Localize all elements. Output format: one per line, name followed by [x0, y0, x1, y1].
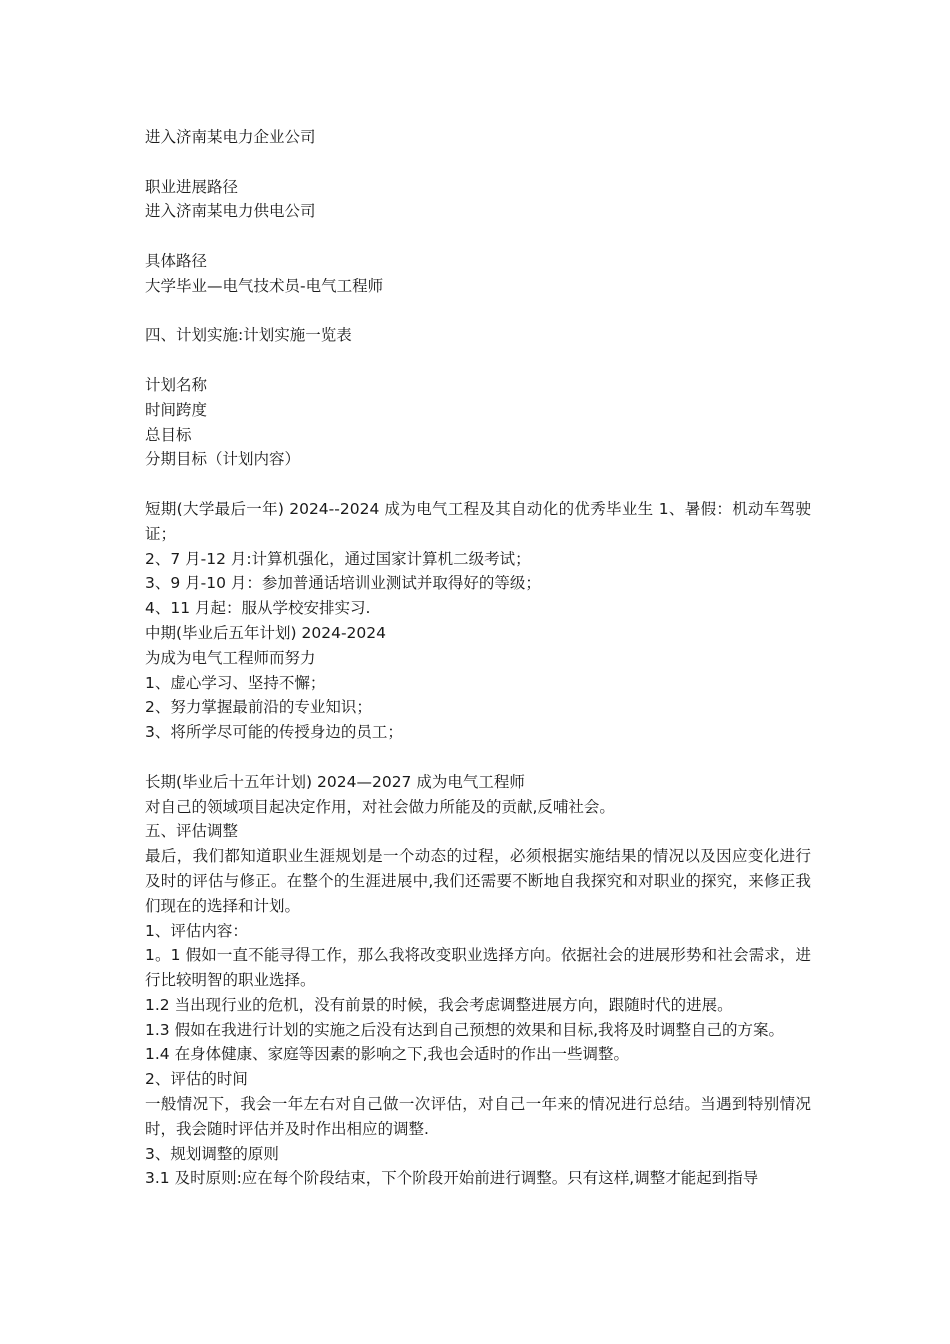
blank-line	[145, 224, 811, 249]
paragraph: 1.3 假如在我进行计划的实施之后没有达到自己预想的效果和目标,我将及时调整自己的方案。	[145, 1020, 785, 1039]
mid-term-plan: 中期(毕业后五年计划) 2024-2024	[145, 623, 387, 642]
list-item: 3、将所学尽可能的传授身边的员工；	[145, 723, 403, 742]
list-item: 3、9 月-10 月：参加普通话培训业测试并取得好的等级；	[145, 574, 541, 593]
table-header-cell: 总目标	[145, 425, 192, 444]
blank-line	[145, 348, 811, 373]
blank-line	[145, 745, 811, 770]
blank-line	[145, 150, 811, 175]
long-term-plan: 长期(毕业后十五年计划) 2024—2027 成为电气工程师	[145, 772, 525, 791]
list-item: 2、努力掌握最前沿的专业知识；	[145, 698, 372, 717]
paragraph: 3.1 及时原则:应在每个阶段结束，下个阶段开始前进行调整。只有这样,调整才能起到指导	[145, 1169, 759, 1188]
paragraph: 1.2 当出现行业的危机，没有前景的时候，我会考虑调整进展方向，跟随时代的进展。	[145, 995, 733, 1014]
text-line: 为成为电气工程师而努力	[145, 648, 316, 667]
document-page	[145, 125, 811, 1191]
list-item: 2、7 月-12 月:计算机强化，通过国家计算机二级考试；	[145, 549, 531, 568]
table-header-cell: 时间跨度	[145, 400, 208, 419]
blank-line	[145, 299, 811, 324]
list-item: 4、11 月起：服从学校安排实习.	[145, 599, 371, 618]
paragraph: 1.4 在身体健康、家庭等因素的影响之下,我也会适时的作出一些调整。	[145, 1045, 630, 1064]
short-term-plan: 短期(大学最后一年) 2024--2024 成为电气工程及其自动化的优秀毕业生 1、暑假：机动车驾驶证；	[145, 499, 811, 543]
section-heading: 五、评估调整	[145, 822, 239, 841]
list-item: 1、虚心学习、坚持不懈；	[145, 673, 326, 692]
text-line: 大学毕业—电气技术员-电气工程师	[145, 276, 384, 295]
blank-line	[145, 472, 811, 497]
paragraph: 一般情况下，我会一年左右对自己做一次评估，对自己一年来的情况进行总结。当遇到特别情况时，我会随时评估并及时作出相应的调整.	[145, 1095, 811, 1138]
subheading: 1、评估内容：	[145, 921, 248, 940]
subheading: 3、规划调整的原则	[145, 1144, 279, 1163]
subheading: 2、评估的时间	[145, 1070, 248, 1089]
text-line: 进入济南某电力供电公司	[145, 202, 316, 221]
text-line: 对自己的领域项目起决定作用，对社会做力所能及的贡献,反哺社会。	[145, 797, 615, 816]
paragraph: 最后，我们都知道职业生涯规划是一个动态的过程，必须根据实施结果的情况以及因应变化进行及时的评估与修正。在整个的生涯进展中,我们还需要不断地自我探究和对职业的探究，来修正我们现在的选择和计划。	[145, 847, 811, 915]
text-line: 职业进展路径	[145, 177, 239, 196]
table-header-cell: 分期目标（计划内容）	[145, 450, 301, 469]
text-line: 进入济南某电力企业公司	[145, 128, 316, 146]
text-line: 具体路径	[145, 251, 208, 270]
section-heading: 四、计划实施:计划实施一览表	[145, 326, 352, 345]
paragraph: 1。1 假如一直不能寻得工作，那么我将改变职业选择方向。依据社会的进展形势和社会需求，进行比较明智的职业选择。	[145, 946, 811, 990]
table-header-cell: 计划名称	[145, 375, 208, 394]
